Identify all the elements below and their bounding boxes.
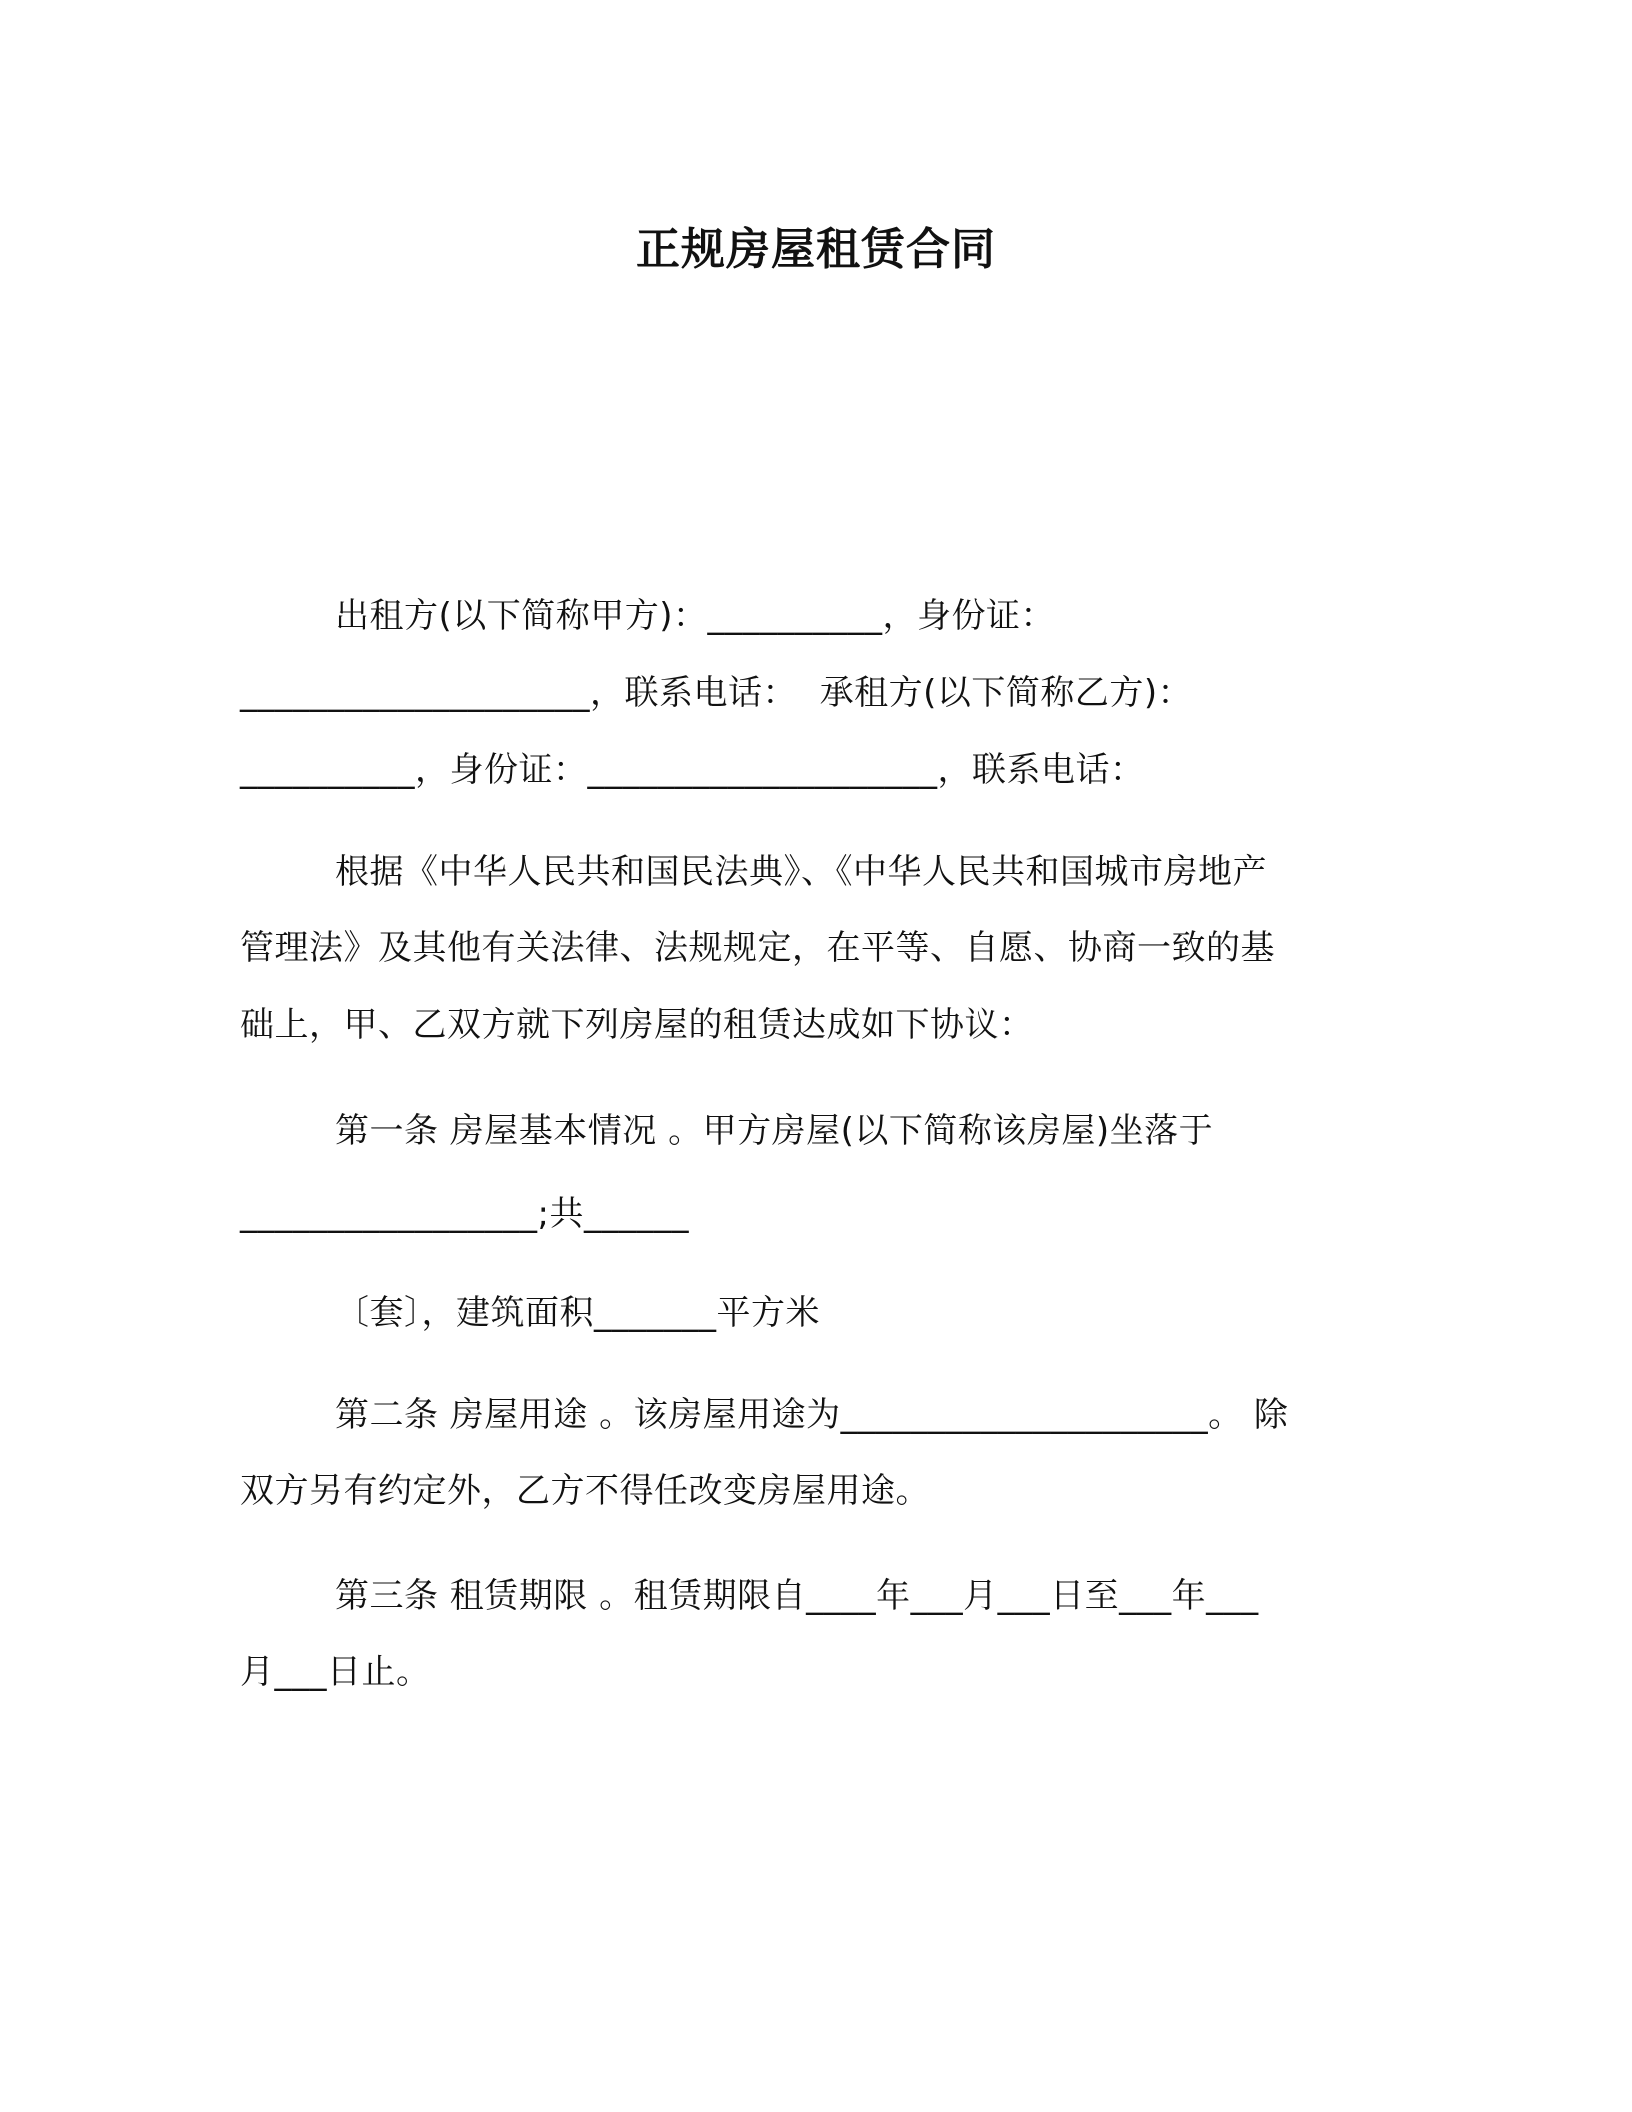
preamble-line-1: 根据《中华人民共和国民法典》、《中华人民共和国城市房地产: [335, 852, 1267, 892]
article-2-line-2: 双方另有约定外，乙方不得任改变房屋用途。: [240, 1471, 930, 1511]
document-title: 正规房屋租赁合同: [636, 224, 996, 275]
party-a-line: 出租方(以下简称甲方)：__________，身份证：: [335, 596, 1056, 636]
preamble-line-3: 础上，甲、乙双方就下列房屋的租赁达成如下协议：: [240, 1005, 1034, 1045]
preamble-line-2: 管理法》及其他有关法律、法规规定，在平等、自愿、协商一致的基: [240, 928, 1275, 968]
article-1-line-3: 〔套〕，建筑面积_______平方米: [335, 1293, 820, 1333]
article-1-line-2: _________________;共______: [240, 1194, 689, 1234]
article-3-line-2: 月___日止。: [240, 1652, 431, 1692]
article-1-line-1: 第一条 房屋基本情况 。甲方房屋(以下简称该房屋)坐落于: [335, 1111, 1214, 1151]
article-3-line-1: 第三条 租赁期限 。租赁期限自____年___月___日至___年___: [335, 1576, 1259, 1616]
party-contact-line: ____________________，联系电话： 承租方(以下简称乙方)：: [240, 673, 1193, 713]
article-2-line-1: 第二条 房屋用途 。该房屋用途为_____________________。 除: [335, 1395, 1289, 1435]
party-b-line: __________，身份证：____________________，联系电话：: [240, 750, 1145, 790]
